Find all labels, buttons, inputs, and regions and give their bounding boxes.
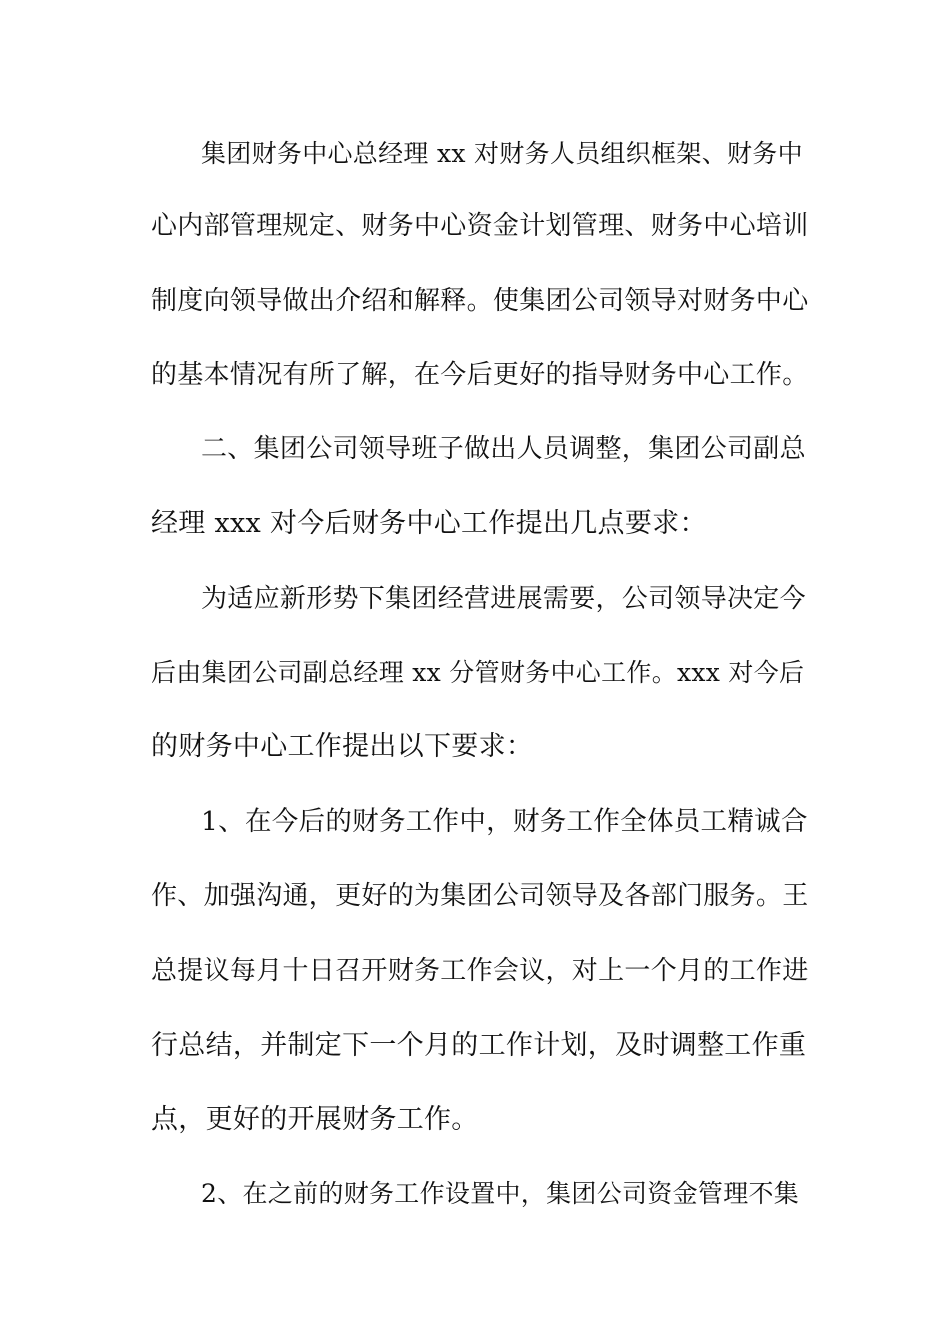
text-line: 心内部管理规定、财务中心资金计划管理、财务中心培训 — [151, 211, 809, 241]
text-line: 作、加强沟通，更好的为集团公司领导及各部门服务。王 — [151, 881, 809, 911]
text-line: 经理 xxx 对今后财务中心工作提出几点要求： — [151, 508, 707, 539]
text-line: 的财务中心工作提出以下要求： — [151, 731, 534, 762]
text-line: 行总结，并制定下一个月的工作计划，及时调整工作重 — [151, 1030, 807, 1061]
text-line: 点，更好的开展财务工作。 — [151, 1104, 479, 1135]
text-line: 2、在之前的财务工作设置中，集团公司资金管理不集 — [201, 1179, 800, 1208]
text-line: 集团财务中心总经理 xx 对财务人员组织框架、财务中 — [201, 139, 803, 168]
text-line: 二、集团公司领导班子做出人员调整，集团公司副总 — [201, 434, 806, 464]
text-line: 的基本情况有所了解，在今后更好的指导财务中心工作。 — [151, 360, 809, 390]
text-line: 后由集团公司副总经理 xx 分管财务中心工作。xxx 对今后 — [151, 658, 805, 687]
text-line: 为适应新形势下集团经营进展需要，公司领导决定今 — [201, 584, 806, 614]
text-line: 制度向领导做出介绍和解释。使集团公司领导对财务中心 — [151, 286, 809, 316]
text-line: 1、在今后的财务工作中，财务工作全体员工精诚合 — [201, 806, 808, 837]
text-line: 总提议每月十日召开财务工作会议，对上一个月的工作进 — [151, 956, 809, 986]
